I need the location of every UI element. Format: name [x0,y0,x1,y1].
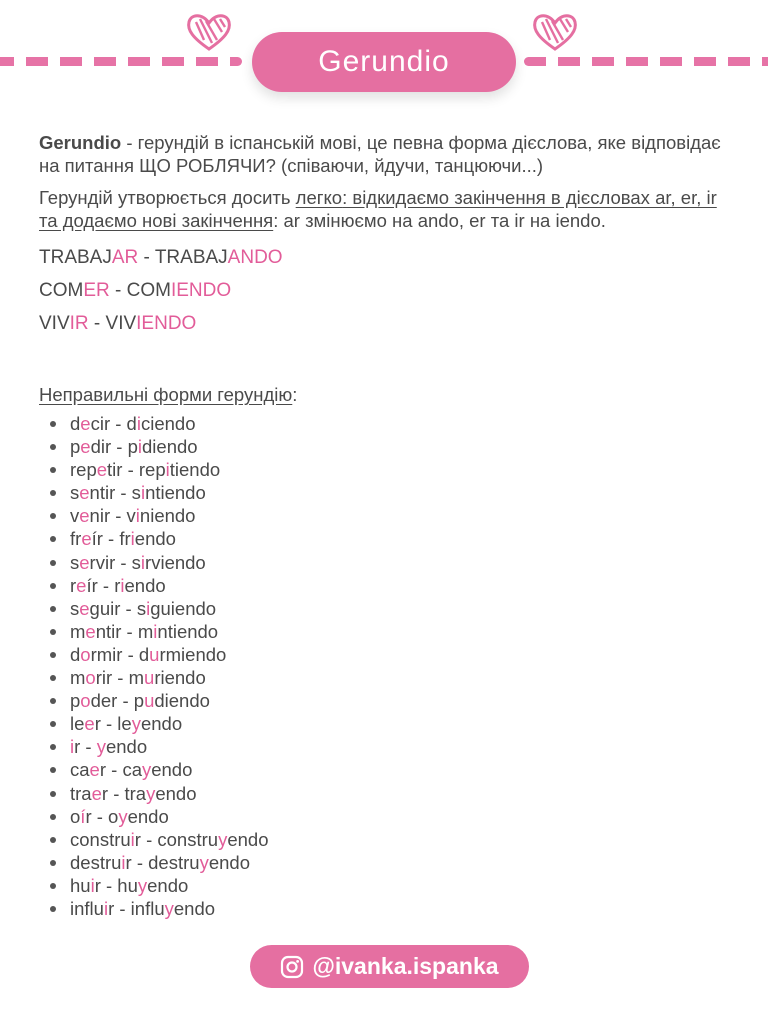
infinitive-stem: COM [39,280,84,301]
list-item [50,481,739,504]
infinitive-ending: AR [111,247,139,268]
separator: - [109,280,127,301]
verb-text: rviendo [145,551,206,573]
verb-text: der - p [90,690,145,712]
verb-text: riendo [154,667,206,689]
changed-vowel: e [79,597,90,619]
changed-vowel: e [80,413,91,434]
changed-vowel: u [144,690,155,712]
list-item [50,805,739,828]
verb-text: endo [124,574,166,596]
dashed-divider-left [0,57,242,66]
changed-vowel: i [137,436,143,458]
verb-text: rvir - s [89,551,141,573]
gerund-ending: ANDO [227,247,283,268]
list-item [50,897,739,920]
list-item [50,412,739,435]
verb-text: diendo [154,690,210,712]
formation-underlined-word: легко [295,187,343,208]
verb-text: endo [227,828,269,850]
verb-text: r - ca [99,759,142,781]
changed-vowel: e [79,482,90,504]
verb-text: m [70,667,86,689]
changed-vowel: u [149,643,160,665]
changed-vowel: i [90,874,95,896]
list-item [50,874,739,897]
verb-text: niendo [139,505,196,527]
verb-text: ntir - m [95,620,154,642]
changed-vowel: e [91,782,102,804]
verb-text: ciendo [140,413,196,434]
verb-text: d [70,643,81,665]
list-item [50,735,739,758]
verb-text: p [70,690,81,712]
examples [39,241,739,340]
changed-vowel: i [153,620,158,642]
changed-vowel: o [80,690,91,712]
example-row [39,241,739,274]
list-item [50,504,739,527]
changed-vowel: o [80,643,91,665]
changed-vowel: e [84,713,95,735]
changed-vowel: i [135,505,140,527]
gerund-stem: VIV [105,313,137,334]
changed-vowel: y [141,759,152,781]
list-item [50,551,739,574]
list-item [50,828,739,851]
changed-vowel: e [85,620,96,642]
verb-text: s [70,597,80,619]
separator: - [88,313,106,334]
list-item [50,620,739,643]
changed-vowel: i [140,482,146,504]
verb-text: hu [70,874,91,896]
verb-text: s [70,551,80,573]
list-item [50,782,739,805]
verb-text: r [70,574,77,596]
intro-text: - герундій в іспанській мові, це певна форма дієслова, яке відповідає на питання ЩО РОБЛЯЧИ? (співаючи, йдучи, танцюючи...) [39,132,721,176]
list-item [50,851,739,874]
formation-paragraph [39,186,739,232]
verb-text: endo [105,736,148,758]
verb-text: ntir - s [89,482,141,504]
changed-vowel: y [118,805,128,827]
changed-vowel: e [79,505,90,527]
instagram-handle: @ivanka.ispanka [312,953,499,979]
content [39,131,739,920]
verb-text: ca [70,759,90,781]
verb-text: destru [70,851,122,873]
infinitive-ending: IR [69,313,89,334]
verb-text: guir - s [89,597,147,619]
verb-text: endo [151,759,193,781]
verb-text: ntiendo [157,620,219,642]
changed-vowel: i [103,897,109,919]
changed-vowel: í [80,805,86,827]
verb-text: rmir - d [90,643,150,665]
changed-vowel: i [146,597,151,619]
verb-text: guiendo [150,597,217,619]
verb-text: r - le [94,713,132,735]
changed-vowel: e [79,551,90,573]
gerund-stem: TRABAJ [154,247,228,268]
verb-text: r - tra [101,782,147,804]
verb-text: r - destru [125,851,200,873]
dashed-divider-right [524,57,768,66]
list-item [50,597,739,620]
separator: - [138,247,155,268]
example-row [39,307,739,340]
gerund-ending: IENDO [170,280,232,301]
verb-text: rep [70,459,97,481]
gerund-stem: COM [126,280,171,301]
changed-vowel: i [130,828,135,850]
verb-text: ír - r [86,574,121,596]
verb-text: dir - p [90,436,138,458]
changed-vowel: i [136,413,141,434]
list-item [50,689,739,712]
changed-vowel: y [131,713,141,735]
changed-vowel: u [144,667,155,689]
intro-term: Gerundio [39,132,122,153]
changed-vowel: i [165,459,170,481]
verb-text: endo [140,713,183,735]
list-item [50,574,739,597]
list-item [50,666,739,689]
verb-text: fr [70,528,82,550]
changed-vowel: e [96,459,108,481]
instagram-handle-badge[interactable] [250,945,529,988]
verb-text: o [70,805,81,827]
verb-text: tir - rep [107,459,166,481]
verb-text: s [70,482,80,504]
verb-text: p [70,436,81,458]
verb-text: endo [173,897,216,919]
verb-text: diendo [142,436,198,458]
verb-text: endo [155,782,197,804]
intro-paragraph [39,131,739,177]
verb-text: r - hu [94,874,138,896]
verb-text: d [70,413,81,434]
verb-text: r - o [85,805,119,827]
irregular-list [39,412,739,920]
changed-vowel: i [130,528,135,550]
changed-vowel: i [120,574,125,596]
list-item [50,435,739,458]
formation-rule: : ar змінюємо на ando, er та ir на iendo. [273,210,606,231]
verb-text: ír - fr [91,528,131,550]
changed-vowel: i [70,736,75,758]
verb-text: endo [127,805,169,827]
formation-underlined-text: : відкидаємо закінчення в дієсловах ar, er, ir та додаємо нові закінчення [39,187,717,231]
list-item [50,527,739,550]
verb-text: constru [70,828,131,850]
changed-vowel: e [80,436,91,458]
verb-text: tiendo [169,459,221,481]
page-title: Gerundio [252,32,516,92]
verb-text: ntiendo [145,482,206,504]
list-item [50,643,739,666]
verb-text: r - [74,736,97,758]
changed-vowel: o [85,667,96,689]
verb-text: nir - v [89,505,136,527]
irregular-heading-text: Неправильні форми герундію [39,384,293,405]
changed-vowel: i [140,551,146,573]
changed-vowel: y [146,782,156,804]
verb-text: endo [147,874,189,896]
example-row [39,274,739,307]
changed-vowel: e [89,759,100,781]
verb-text: cir - d [90,413,137,434]
changed-vowel: e [81,528,92,550]
changed-vowel: y [137,874,148,896]
verb-text: v [70,505,80,527]
verb-text: r - constru [134,828,219,850]
formation-text: Герундій утворюється досить [39,187,296,208]
verb-text: endo [208,851,250,873]
instagram-icon [280,955,304,979]
changed-vowel: y [199,851,209,873]
verb-text: m [70,620,86,642]
list-item [50,458,739,481]
changed-vowel: y [218,828,228,850]
verb-text: le [70,713,85,735]
list-item [50,712,739,735]
infinitive-stem: VIV [39,313,70,334]
verb-text: rir - m [95,667,145,689]
changed-vowel: i [121,851,126,873]
heart-icon [184,10,234,52]
gerund-ending: IENDO [136,313,197,334]
infinitive-stem: TRABAJ [39,247,112,268]
infinitive-ending: ER [83,280,110,301]
changed-vowel: y [164,897,174,919]
changed-vowel: y [96,736,106,758]
verb-text: endo [134,528,176,550]
irregular-heading-colon: : [292,384,298,405]
verb-text: influ [70,897,104,919]
list-item [50,758,739,781]
verb-text: rmiendo [159,643,227,665]
irregular-heading [39,383,739,406]
verb-text: tra [70,782,92,804]
verb-text: r - influ [108,897,165,919]
heart-icon [530,10,580,52]
changed-vowel: e [76,574,87,596]
